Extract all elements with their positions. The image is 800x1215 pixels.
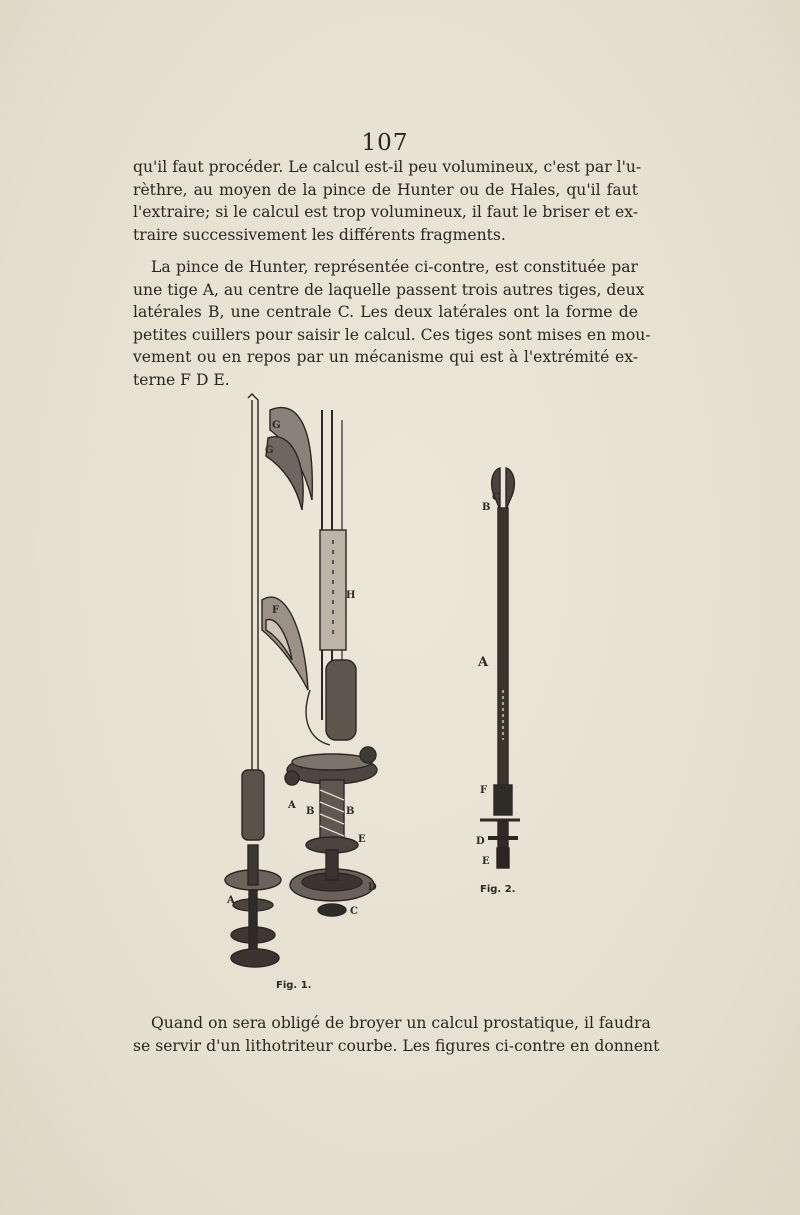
text-line: terne F D E. bbox=[133, 370, 230, 389]
figure-1-caption: Fig. 1. bbox=[276, 980, 312, 991]
text-line: traire successivement les différents fragments. bbox=[133, 225, 506, 244]
text-line: qu'il faut procéder. Le calcul est-il peu volumineux, c'est par l'u- bbox=[133, 158, 642, 176]
text-line: La pince de Hunter, représentée ci-contre, est constituée par bbox=[151, 258, 638, 276]
text-line: petites cuillers pour saisir le calcul. Ces tiges sont mises en mou- bbox=[133, 325, 651, 344]
figure-2-caption: Fig. 2. bbox=[480, 884, 516, 895]
text-line: l'extraire; si le calcul est trop volumineux, il faut le briser et ex- bbox=[133, 203, 638, 222]
figure-label: A bbox=[288, 800, 296, 811]
text-line: rèthre, au moyen de la pince de Hunter ou de Hales, qu'il faut bbox=[133, 180, 638, 199]
figure-label: A bbox=[478, 655, 489, 670]
figure-label: G bbox=[265, 445, 274, 456]
figure-label: H bbox=[346, 590, 356, 601]
paragraph-1 bbox=[133, 156, 642, 246]
figure-label: C bbox=[350, 906, 358, 917]
figure-label: D bbox=[368, 882, 377, 893]
paragraph-2 bbox=[133, 256, 651, 392]
figure-label: B bbox=[482, 502, 491, 513]
figure-label: G bbox=[272, 420, 281, 431]
text-line: vement ou en repos par un mécanisme qui est à l'extrémité ex- bbox=[133, 348, 638, 367]
hunter-forceps-engraving bbox=[200, 390, 620, 995]
paragraph-3 bbox=[133, 1012, 660, 1057]
text-line: se servir d'un lithotriteur courbe. Les figures ci-contre en donnent bbox=[133, 1036, 660, 1055]
figure-label: E bbox=[482, 856, 490, 867]
figure-label: D bbox=[476, 836, 485, 847]
figure-label: C bbox=[492, 492, 500, 503]
figure-label: F bbox=[272, 605, 280, 616]
figure-label: B bbox=[346, 806, 355, 817]
page-number: 107 bbox=[361, 130, 409, 156]
text-line: Quand on sera obligé de broyer un calcul prostatique, il faudra bbox=[151, 1014, 651, 1032]
figure-label: F bbox=[480, 785, 488, 796]
instrument-illustration bbox=[200, 390, 620, 995]
text-line: une tige A, au centre de laquelle passent trois autres tiges, deux bbox=[133, 280, 645, 299]
figure-label: B bbox=[306, 806, 315, 817]
figure-label: A bbox=[227, 895, 235, 906]
text-line: latérales B, une centrale C. Les deux latérales ont la forme de bbox=[133, 303, 638, 322]
figure-label: E bbox=[358, 834, 366, 845]
